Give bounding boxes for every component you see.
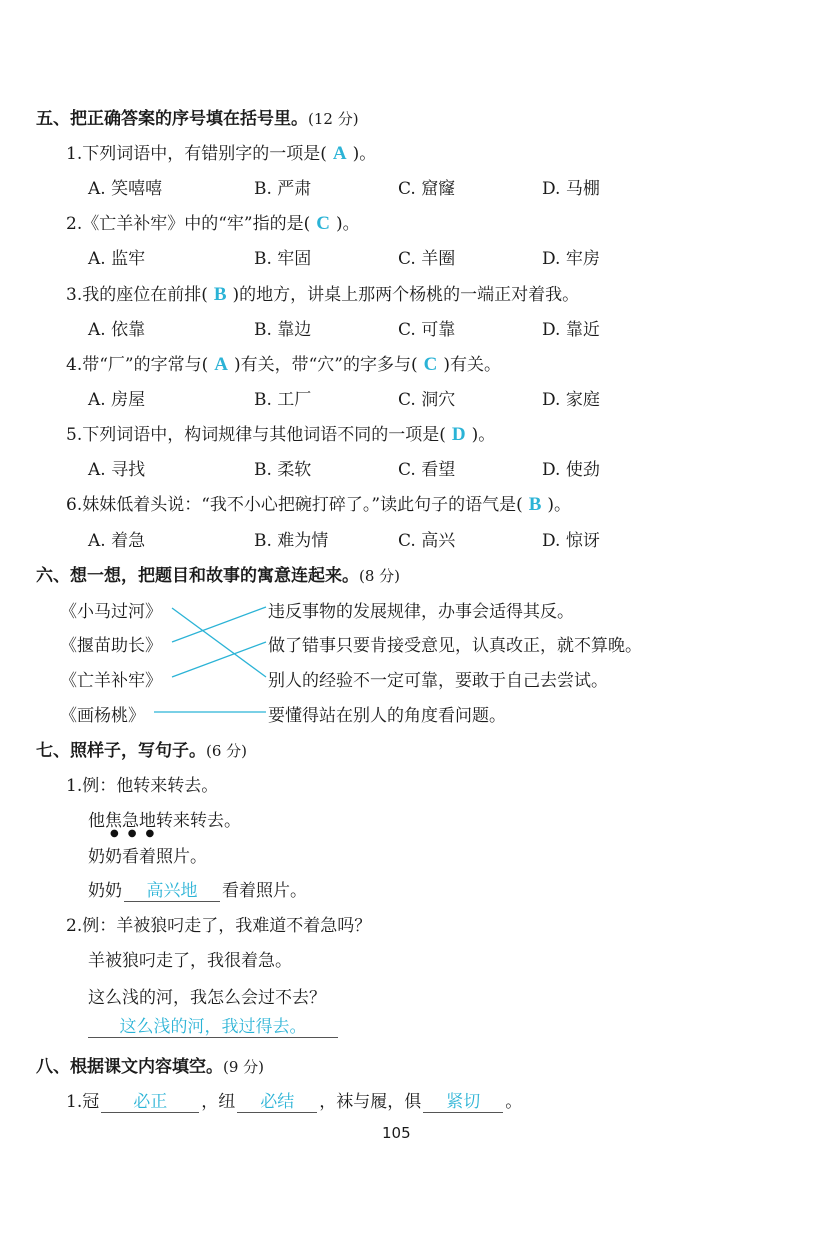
answer-line-7-2: [88, 1017, 338, 1038]
question-7-1-label: 1.例：他转来转去。: [66, 776, 219, 796]
question-8-1: 1.冠 必正 ，纽 必结 ，袜与履，俱 紧切 。: [66, 1092, 523, 1112]
example-7-1: 他焦急地 ●●● 转来转去。: [88, 806, 241, 831]
question-5-6: 6.妹妹低着头说：“我不小心把碗打碎了。”读此句子的语气是( B )。: [66, 494, 572, 515]
answer-5-1: A: [332, 143, 347, 164]
section-6-points: (8 分): [359, 567, 401, 585]
option-5-1-c: C. 窟窿: [398, 179, 456, 199]
answer-5-4-a: A: [214, 354, 228, 375]
story-item: 《小马过河》: [60, 602, 162, 622]
answer-8-1-c: 紧切: [423, 1092, 503, 1113]
answer-line-7-1: 奶奶 高兴地 看着照片。: [88, 881, 307, 901]
option-5-4-b: B. 工厂: [254, 390, 312, 410]
option-5-6-a: A. 着急: [88, 531, 146, 551]
section-5-points: (12 分): [308, 110, 359, 128]
question-5-1: 1.下列词语中，有错别字的一项是( A )。: [66, 143, 377, 164]
section-8-title: 八、根据课文内容填空。: [36, 1057, 223, 1077]
match-line-3: [172, 642, 266, 677]
story-item: 《画杨桃》: [60, 706, 145, 726]
answer-5-5: D: [451, 424, 466, 445]
moral-item: 别人的经验不一定可靠，要敢于自己去尝试。: [268, 671, 608, 691]
moral-item: 违反事物的发展规律，办事会适得其反。: [268, 602, 574, 622]
option-5-3-d: D. 靠近: [542, 320, 600, 340]
match-line-1: [172, 608, 266, 677]
story-item: 《亡羊补牢》: [60, 671, 162, 691]
option-5-3-a: A. 依靠: [88, 320, 146, 340]
option-5-5-b: B. 柔软: [254, 460, 312, 480]
answer-5-6: B: [528, 494, 542, 515]
option-5-6-c: C. 高兴: [398, 531, 456, 551]
question-5-3: 3.我的座位在前排( B )的地方，讲桌上那两个杨桃的一端正对着我。: [66, 284, 580, 305]
question-7-2-label: 2.例：羊被狼叼走了，我难道不着急吗？: [66, 916, 372, 936]
option-5-4-a: A. 房屋: [88, 390, 146, 410]
moral-item: 要懂得站在别人的角度看问题。: [268, 706, 506, 726]
section-8-points: (9 分): [223, 1058, 265, 1076]
option-5-3-c: C. 可靠: [398, 320, 456, 340]
answer-8-1-b: 必结: [237, 1092, 317, 1113]
option-5-1-a: A. 笑嘻嘻: [88, 179, 163, 199]
prompt-7-2: 这么浅的河，我怎么会过不去？: [88, 988, 326, 1008]
question-5-2: 2.《亡羊补牢》中的“牢”指的是( C )。: [66, 213, 360, 234]
question-5-4: 4.带“厂”的字常与( A )有关，带“穴”的字多与( C )有关。: [66, 354, 501, 375]
option-5-6-b: B. 难为情: [254, 531, 329, 551]
answer-5-3: B: [213, 284, 227, 305]
story-item: 《揠苗助长》: [60, 636, 162, 656]
section-6-title: 六、想一想，把题目和故事的寓意连起来。: [36, 566, 359, 586]
answer-7-2: 这么浅的河，我过得去。: [88, 1017, 338, 1038]
option-5-5-c: C. 看望: [398, 460, 456, 480]
option-5-6-d: D. 惊讶: [542, 531, 600, 551]
section-5-title: 五、把正确答案的序号填在括号里。: [36, 109, 308, 129]
option-5-2-d: D. 牢房: [542, 249, 600, 269]
prompt-7-1: 奶奶看着照片。: [88, 847, 207, 867]
section-7-points: (6 分): [206, 742, 248, 760]
option-5-2-b: B. 牢固: [254, 249, 312, 269]
match-line-2: [172, 607, 266, 642]
option-5-2-c: C. 羊圈: [398, 249, 456, 269]
option-5-5-a: A. 寻找: [88, 460, 146, 480]
page-number: 105: [382, 1124, 411, 1142]
section-7-title: 七、照样子，写句子。: [36, 741, 206, 761]
emphasis-dotted-word: 焦急地 ●●●: [105, 811, 164, 839]
example-7-2: 羊被狼叼走了，我很着急。: [88, 951, 292, 971]
option-5-4-d: D. 家庭: [542, 390, 600, 410]
option-5-5-d: D. 使劲: [542, 460, 600, 480]
question-5-5: 5.下列词语中，构词规律与其他词语不同的一项是( D )。: [66, 424, 496, 445]
option-5-3-b: B. 靠边: [254, 320, 312, 340]
option-5-4-c: C. 洞穴: [398, 390, 456, 410]
answer-5-2: C: [316, 213, 330, 234]
section-7-heading: [36, 736, 247, 761]
answer-7-1: 高兴地: [124, 881, 220, 902]
answer-8-1-a: 必正: [101, 1092, 199, 1113]
option-5-1-b: B. 严肃: [254, 179, 312, 199]
option-5-2-a: A. 监牢: [88, 249, 146, 269]
answer-5-4-b: C: [423, 354, 438, 375]
option-5-1-d: D. 马棚: [542, 179, 600, 199]
moral-item: 做了错事只要肯接受意见，认真改正，就不算晚。: [268, 636, 642, 656]
section-8-heading: [36, 1052, 264, 1077]
